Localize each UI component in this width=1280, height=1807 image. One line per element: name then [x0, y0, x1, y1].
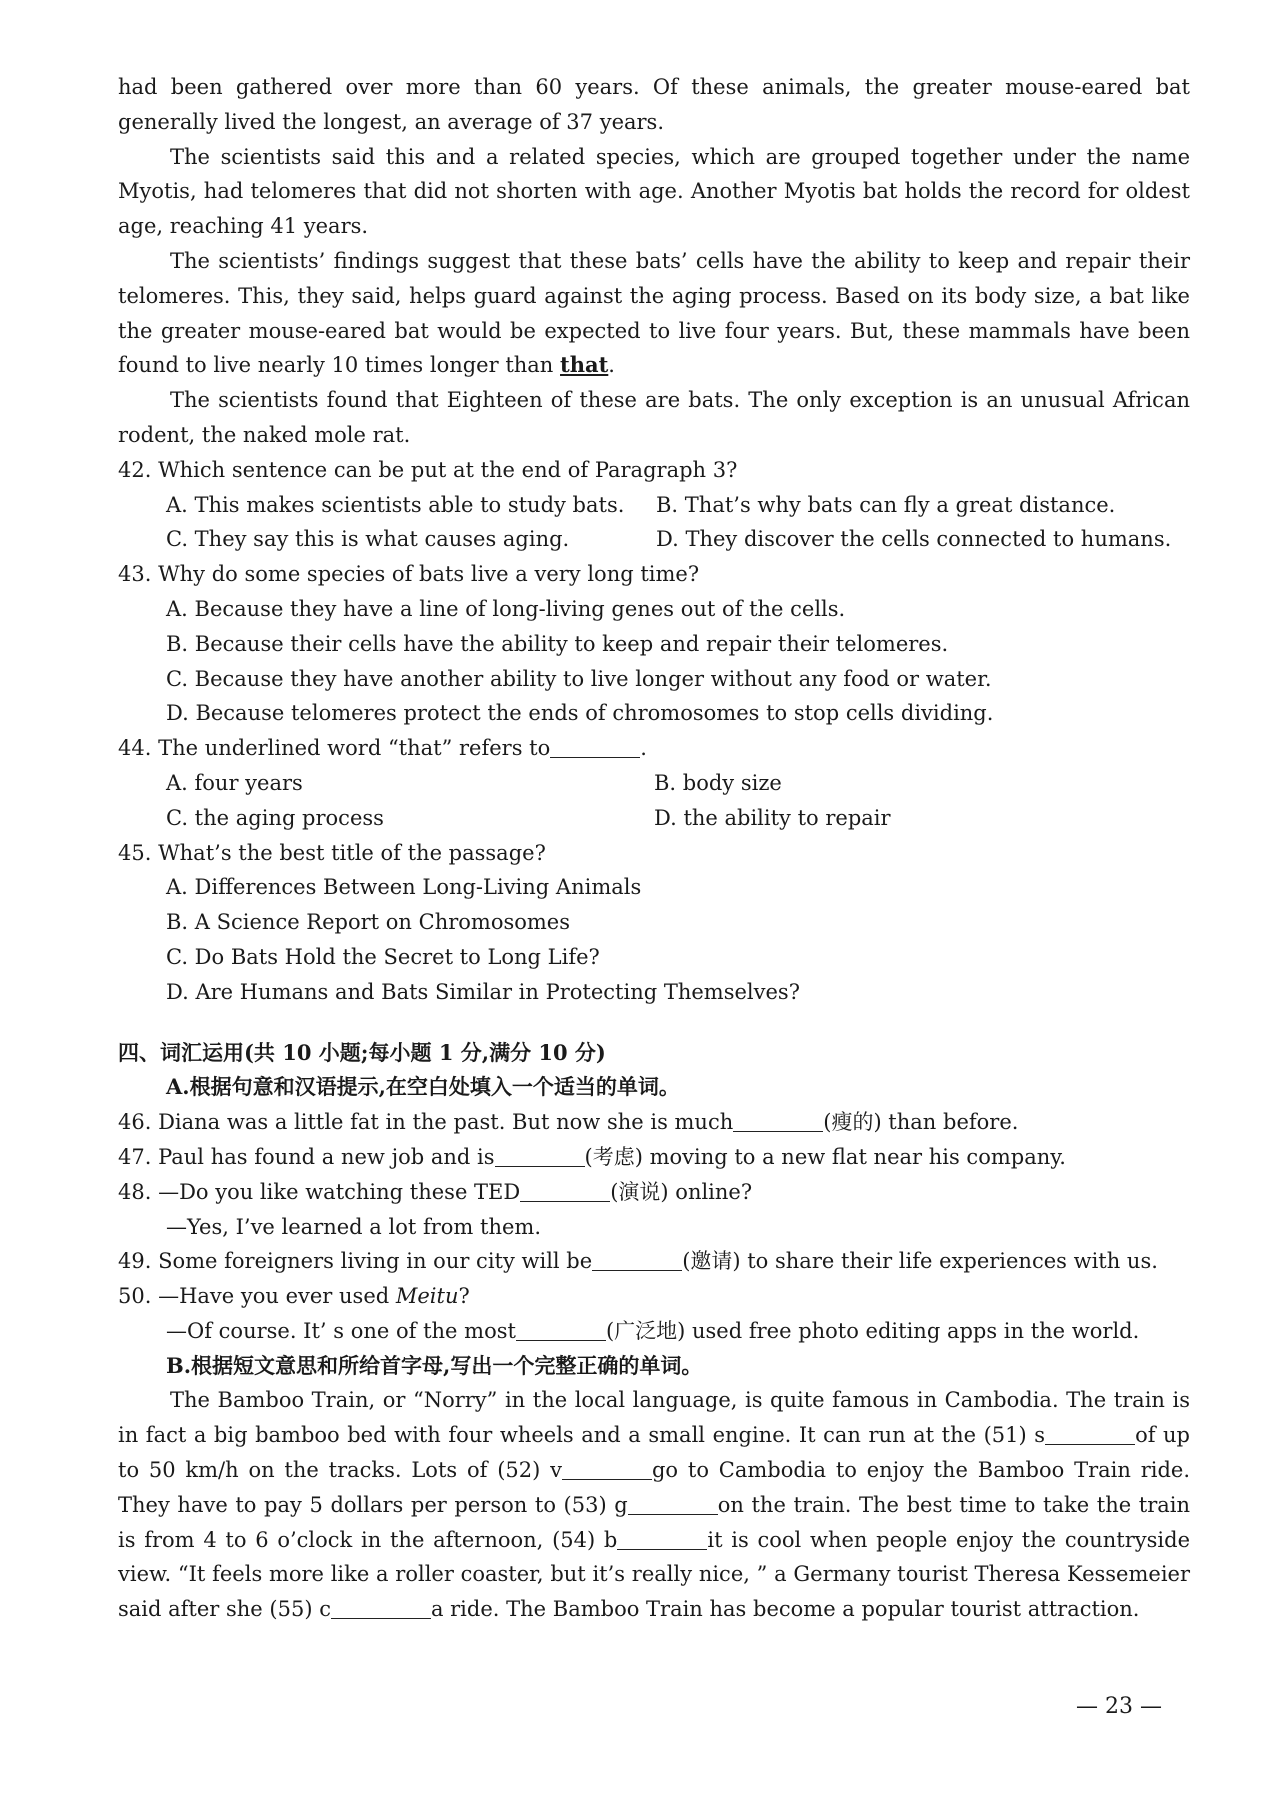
- q44-answer-blank[interactable]: [550, 735, 640, 758]
- passage-paragraph-1: The scientists said this and a related species, which are grouped together under the name Myotis, had telomeres that did not shorten with age. Another Myotis bat holds the record for oldest age, reaching 41 years.: [118, 144, 1190, 239]
- q48-reply: —Yes, I’ve learned a lot from them.: [166, 1214, 541, 1239]
- q43-option-d[interactable]: D. Because telomeres protect the ends of chromosomes to stop cells dividing.: [166, 701, 994, 726]
- cloze-text-2: of up to 50 km/h on the tracks. Lots of (52) v: [118, 1423, 1191, 1483]
- q45-option-d[interactable]: D. Are Humans and Bats Similar in Protecting Themselves?: [166, 979, 800, 1004]
- q48-text: 48. —Do you like watching these TED: [118, 1179, 521, 1204]
- cloze-text-5: it is cool when people enjoy the countryside view. “It feels more like a roller coaster, but it’s really nice, ” a Germany tourist Theresa Kessemeier said after she (55) c: [118, 1527, 1191, 1622]
- blank-53[interactable]: [628, 1492, 718, 1515]
- q43-option-a[interactable]: A. Because they have a line of long-living genes out of the cells.: [166, 596, 846, 621]
- paragraph-text: The scientists’ findings suggest that these bats’ cells have the ability to keep and repair their telomeres. This, they said, helps guard against the aging process. Based on its body size, a bat like the greater mouse-eared bat would be expected to live four years. But, these mammals have been found to live nearly 10 times longer than: [118, 248, 1190, 378]
- question-50: [118, 1279, 1190, 1314]
- question-44: [118, 731, 1190, 766]
- q45-option-a[interactable]: A. Differences Between Long-Living Animals: [166, 875, 642, 900]
- q43-option-b[interactable]: B. Because their cells have the ability to keep and repair their telomeres.: [166, 631, 949, 656]
- q44-stem-end: .: [640, 736, 647, 761]
- q50-answer-blank[interactable]: [516, 1318, 606, 1341]
- q42-option-c[interactable]: C. They say this is what causes aging.: [166, 527, 570, 552]
- cloze-text-6: a ride. The Bamboo Train has become a popular tourist attraction.: [430, 1597, 1140, 1622]
- q50-text-end: ?: [458, 1284, 470, 1309]
- q50-reply: [118, 1314, 1190, 1349]
- q46-text: 46. Diana was a little fat in the past. But now she is much: [118, 1110, 734, 1135]
- q49-answer-blank[interactable]: [592, 1248, 682, 1271]
- q47-hint: (考虑) moving to a new flat near his company.: [584, 1144, 1066, 1169]
- blank-51[interactable]: [1045, 1422, 1135, 1445]
- q44-option-b[interactable]: B. body size: [654, 770, 782, 795]
- q48-hint: (演说) online?: [610, 1179, 753, 1204]
- q45-option-b[interactable]: B. A Science Report on Chromosomes: [166, 910, 570, 935]
- q43-option-c[interactable]: C. Because they have another ability to live longer without any food or water.: [166, 666, 992, 691]
- q46-answer-blank[interactable]: [733, 1109, 823, 1132]
- q50-hint: (广泛地) used free photo editing apps in the world.: [605, 1318, 1140, 1343]
- q49-text: 49. Some foreigners living in our city will be: [118, 1249, 593, 1274]
- part-b-instruction: B.根据短文意思和所给首字母,写出一个完整正确的单词。: [166, 1352, 703, 1378]
- q42-options-row-1: [118, 488, 1190, 523]
- cloze-text-3: go to Cambodia to enjoy the Bamboo Train ride. They have to pay 5 dollars per person to (53) g: [118, 1458, 1191, 1517]
- q44-option-d[interactable]: D. the ability to repair: [654, 805, 891, 830]
- q42-options-row-2: [118, 522, 1190, 557]
- question-46: [118, 1105, 1190, 1140]
- page-content: [118, 70, 1190, 1627]
- q42-option-a[interactable]: A. This makes scientists able to study bats.: [166, 492, 625, 517]
- section-heading: 四、词汇运用(共 10 小题;每小题 1 分,满分 10 分): [118, 1039, 606, 1065]
- passage-paragraph-continued: had been gathered over more than 60 years. Of these animals, the greater mouse-eared bat generally lived the longest, an average of 37 years.: [118, 75, 1190, 134]
- passage-paragraph-2: [118, 244, 1190, 383]
- q46-hint: (瘦的) than before.: [823, 1110, 1019, 1135]
- q45-option-c[interactable]: C. Do Bats Hold the Secret to Long Life?: [166, 944, 600, 969]
- q50-app-name: Meitu: [395, 1284, 459, 1309]
- q42-option-b[interactable]: B. That’s why bats can fly a great distance.: [656, 492, 1116, 517]
- q44-stem: 44. The underlined word “that” refers to: [118, 736, 551, 761]
- blank-55[interactable]: [331, 1596, 431, 1619]
- question-47: [118, 1140, 1190, 1175]
- question-45: 45. What’s the best title of the passage?: [118, 840, 546, 865]
- blank-54[interactable]: [617, 1527, 707, 1550]
- q48-answer-blank[interactable]: [520, 1179, 610, 1202]
- cloze-text-4: on the train. The best time to take the train is from 4 to 6 o’clock in the afternoon, (54) b: [118, 1492, 1190, 1552]
- question-42: 42. Which sentence can be put at the end of Paragraph 3?: [118, 457, 738, 482]
- q50-text: 50. —Have you ever used: [118, 1284, 396, 1309]
- q50-reply-text: —Of course. It’ s one of the most: [166, 1318, 516, 1343]
- q47-answer-blank[interactable]: [495, 1144, 585, 1167]
- question-49: [118, 1244, 1190, 1279]
- q47-text: 47. Paul has found a new job and is: [118, 1144, 495, 1169]
- page-number: — 23 —: [1076, 1694, 1162, 1719]
- paragraph-end: .: [608, 353, 615, 378]
- q49-hint: (邀请) to share their life experiences with us.: [682, 1249, 1158, 1274]
- passage-paragraph-3: The scientists found that Eighteen of these are bats. The only exception is an unusual African rodent, the naked mole rat.: [118, 388, 1190, 447]
- q42-option-d[interactable]: D. They discover the cells connected to humans.: [656, 527, 1172, 552]
- q44-option-a[interactable]: A. four years: [166, 770, 303, 795]
- underlined-word: that: [560, 352, 609, 378]
- q44-option-c[interactable]: C. the aging process: [166, 805, 384, 830]
- q44-options-row-1: [118, 766, 1190, 801]
- question-48: [118, 1175, 1190, 1210]
- cloze-text-1: The Bamboo Train, or “Norry” in the local language, is quite famous in Cambodia. The train is in fact a big bamboo bed with four wheels and a small engine. It can run at the (51) s: [118, 1388, 1190, 1448]
- q44-options-row-2: [118, 801, 1190, 836]
- question-43: 43. Why do some species of bats live a very long time?: [118, 562, 700, 587]
- blank-52[interactable]: [562, 1457, 652, 1480]
- cloze-passage: [118, 1383, 1190, 1627]
- part-a-instruction: A.根据句意和汉语提示,在空白处填入一个适当的单词。: [166, 1074, 680, 1100]
